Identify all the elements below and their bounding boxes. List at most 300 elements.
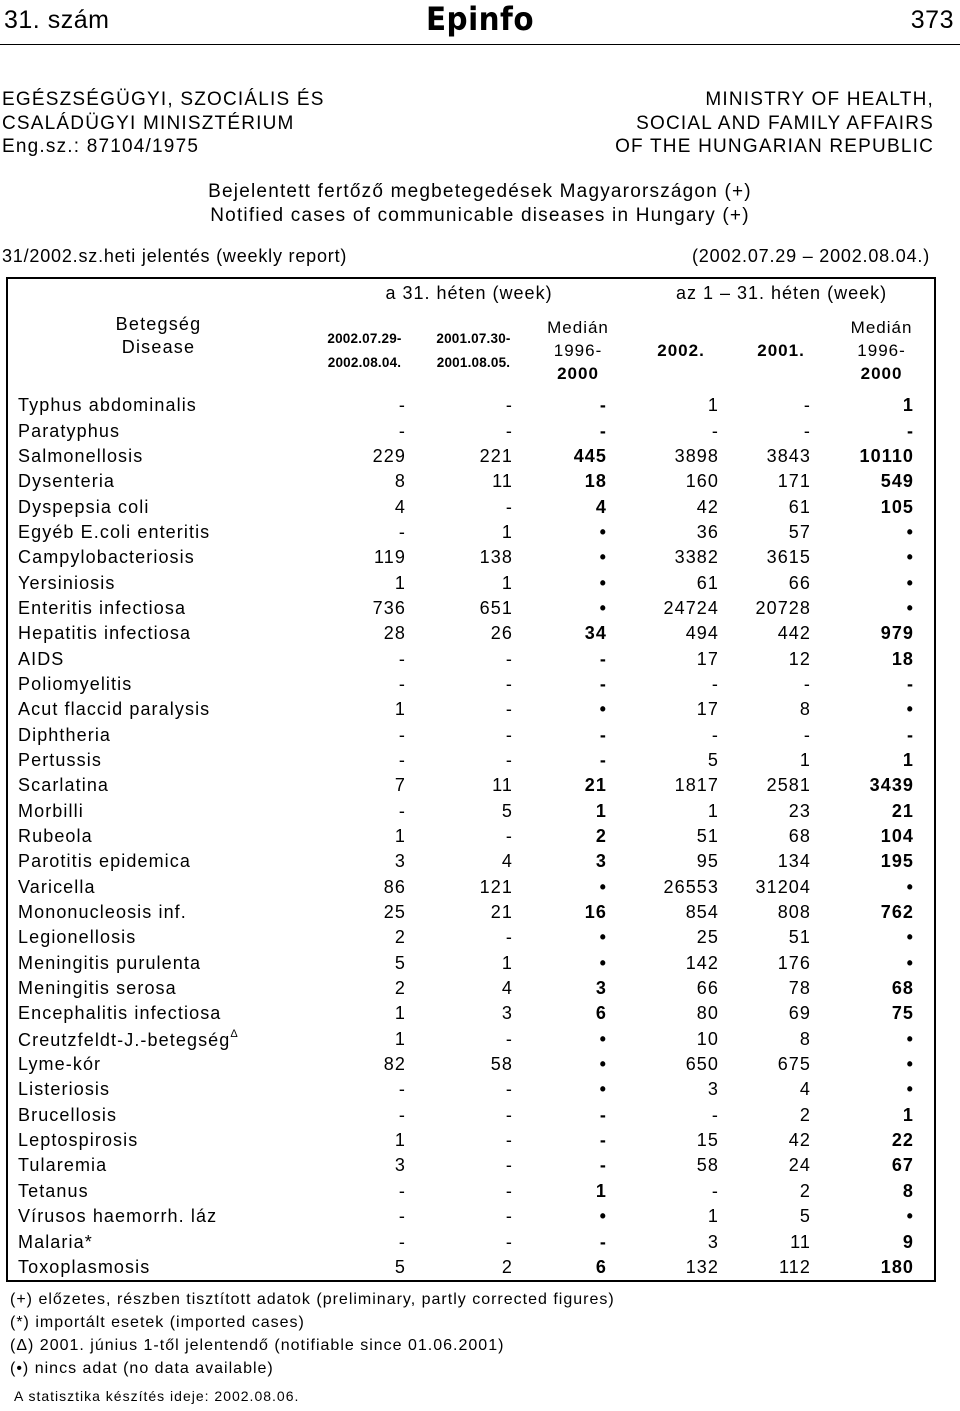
cell-cum-2002: - [711, 724, 720, 745]
disease-name-cell [7, 1103, 309, 1128]
disease-name-cell [7, 799, 309, 824]
disease-name-cell [7, 748, 309, 773]
disease-name: Dyspepsia coli [18, 496, 150, 517]
disease-name: Hepatitis infectiosa [18, 623, 192, 644]
disease-name: Scarlatina [18, 775, 110, 796]
disease-name: Encephalitis infectiosa [18, 1003, 222, 1024]
cell-cum-2002: 66 [696, 978, 720, 999]
cell-cum-median: • [906, 572, 915, 593]
cell-cum-2002: 160 [685, 471, 720, 492]
cell-week-2001: 5 [501, 800, 513, 821]
cell-cum-median: - [906, 673, 915, 694]
cell-cum-2001: 2581 [766, 775, 812, 796]
disease-name-cell [7, 849, 309, 874]
cell-week-2002: 1 [394, 1003, 406, 1024]
disease-name-cell [7, 951, 309, 976]
disease-rows [7, 393, 935, 1281]
footnote-preliminary [10, 1288, 615, 1311]
footnote-mark: (*) [10, 1314, 30, 1331]
disease-name-cell [7, 1179, 309, 1204]
cell-week-2002: 1 [394, 699, 406, 720]
cell-cum-median: 104 [880, 826, 915, 847]
cell-week-median: • [599, 699, 608, 720]
disease-name-cell [7, 418, 309, 443]
cell-week-2001: 1 [501, 572, 513, 593]
disease-name-cell [7, 900, 309, 925]
cell-cum-2001: 12 [788, 648, 812, 669]
cell-week-2001: 4 [501, 978, 513, 999]
cell-week-2002: 736 [372, 597, 406, 618]
cell-week-median: 18 [584, 471, 608, 492]
cell-cum-2002: 3898 [674, 445, 720, 466]
cell-cum-2002: - [711, 1180, 720, 1201]
cell-week-2002: 82 [383, 1054, 406, 1075]
cell-week-median: 34 [584, 623, 608, 644]
cell-week-median: • [599, 876, 608, 897]
col-current-week-start: 2002.07.29- [327, 330, 402, 346]
cell-cum-2001: 11 [790, 1231, 812, 1252]
disease-name-cell [7, 393, 309, 418]
cell-cum-2002: 15 [696, 1130, 720, 1151]
disease-name: Meningitis purulenta [18, 952, 202, 973]
disease-head-hu: Betegség [115, 314, 202, 334]
cell-week-2002: 3 [394, 851, 406, 872]
cell-week-median: - [599, 724, 608, 745]
median-years-end: 2000 [860, 364, 903, 383]
cell-cum-median: • [906, 547, 915, 568]
table-row [7, 900, 935, 925]
title-hu: Bejelentett fertőző megbetegedések Magyarországon (+) [208, 181, 752, 202]
cell-week-2001: - [505, 724, 513, 745]
disease-name-cell [7, 469, 309, 494]
cell-week-median: - [599, 420, 608, 441]
disease-name: AIDS [18, 648, 65, 669]
cell-week-median: 16 [584, 902, 608, 923]
table-row [7, 1179, 935, 1204]
cell-week-2002: - [398, 648, 406, 669]
cell-cum-2002: 1817 [674, 775, 720, 796]
cell-cum-2002: 17 [696, 648, 720, 669]
ministry-hu-line: EGÉSZSÉGÜGYI, SZOCIÁLIS ÉS [2, 89, 325, 110]
cell-week-2001: - [505, 496, 513, 517]
cell-week-2001: - [505, 1079, 513, 1100]
cell-week-median: - [599, 1155, 608, 1176]
cell-cum-2002: 42 [696, 496, 720, 517]
cell-cum-2002: - [711, 420, 720, 441]
cell-cum-2001: 3615 [766, 547, 812, 568]
cell-week-median: 21 [584, 775, 608, 796]
cell-week-2002: 1 [394, 826, 406, 847]
cell-week-median: 3 [595, 851, 608, 872]
cell-week-median: • [599, 1028, 608, 1049]
disease-name: Meningitis serosa [18, 978, 177, 999]
disease-name: Lyme-kór [18, 1054, 102, 1075]
cell-week-2001: 11 [492, 471, 513, 492]
cell-week-2002: 4 [394, 496, 406, 517]
table-row [7, 1001, 935, 1026]
disease-name: Typhus abdominalis [18, 395, 197, 416]
cell-week-2001: 2 [501, 1256, 513, 1277]
table-row [7, 1077, 935, 1102]
cell-week-2001: 26 [490, 623, 513, 644]
table-row [7, 697, 935, 722]
cell-cum-2002: 1 [707, 395, 720, 416]
cell-cum-median: 75 [891, 1003, 915, 1024]
cell-cum-2001: 808 [777, 902, 812, 923]
cell-cum-2002: 3382 [674, 547, 720, 568]
col-cum-median [829, 308, 935, 393]
cell-cum-median: 762 [880, 902, 915, 923]
cell-week-2001: 58 [490, 1054, 513, 1075]
cell-week-median: - [599, 1104, 608, 1125]
cell-cum-2001: 20728 [755, 597, 812, 618]
cell-cum-median: 1 [902, 749, 915, 770]
cell-week-2001: - [505, 826, 513, 847]
table-row [7, 1103, 935, 1128]
table-row [7, 1052, 935, 1077]
cell-week-2002: 86 [383, 876, 406, 897]
disease-name: Dysenteria [18, 471, 116, 492]
disease-name: Tetanus [18, 1180, 89, 1201]
table-row [7, 773, 935, 798]
disease-name-cell [7, 1052, 309, 1077]
cell-week-2001: 138 [479, 547, 513, 568]
cell-week-2001: - [505, 1180, 513, 1201]
cell-cum-2001: 5 [799, 1206, 812, 1227]
ministry-en-line: SOCIAL AND FAMILY AFFAIRS [636, 112, 934, 134]
cell-week-2002: 8 [394, 471, 406, 492]
disease-name: Creutzfeldt-J.-betegség [18, 1029, 231, 1050]
cell-week-median: • [599, 572, 608, 593]
disease-name-cell [7, 875, 309, 900]
cell-week-median: • [599, 547, 608, 568]
col-week-median [527, 308, 629, 393]
disease-name: Paratyphus [18, 420, 121, 441]
cell-week-2001: 21 [490, 902, 513, 923]
disease-name: Tularemia [18, 1155, 108, 1176]
cell-week-median: 1 [595, 800, 608, 821]
cell-cum-2001: 31204 [755, 876, 812, 897]
cell-week-median: - [599, 395, 608, 416]
disease-name: Mononucleosis inf. [18, 902, 187, 923]
cell-cum-median: 9 [902, 1231, 915, 1252]
disease-name: Campylobacteriosis [18, 547, 195, 568]
ministry-hu [2, 88, 325, 159]
cell-cum-2002: 1 [707, 1206, 720, 1227]
cell-cum-median: • [906, 876, 915, 897]
cell-cum-median: • [906, 1206, 915, 1227]
cell-cum-median: 195 [880, 851, 915, 872]
table-row [7, 418, 935, 443]
cell-week-2001: 4 [501, 851, 513, 872]
cell-cum-2002: - [711, 1104, 720, 1125]
cell-cum-2001: 51 [788, 927, 812, 948]
cell-week-2001: - [505, 927, 513, 948]
cell-week-median: • [599, 1054, 608, 1075]
table-row [7, 444, 935, 469]
footnotes [10, 1288, 615, 1380]
cell-cum-2002: 854 [685, 902, 720, 923]
footnote-mark: (•) [10, 1360, 30, 1377]
footnote-mark: (+) [10, 1291, 33, 1308]
median-years-end: 2000 [557, 364, 599, 383]
cell-cum-median: - [906, 724, 915, 745]
disease-name-cell [7, 1204, 309, 1229]
footnote-text: importált esetek (imported cases) [35, 1314, 305, 1331]
cell-week-2001: - [505, 1206, 513, 1227]
cell-week-2001: 121 [479, 876, 513, 897]
cell-cum-median: • [906, 1054, 915, 1075]
cell-week-2002: 5 [394, 1256, 406, 1277]
table-row [7, 1153, 935, 1178]
cell-cum-2002: 36 [696, 521, 720, 542]
cell-week-2001: - [505, 648, 513, 669]
table-row [7, 799, 935, 824]
cell-week-2001: - [505, 749, 513, 770]
disease-name: Vírusos haemorrh. láz [18, 1206, 218, 1227]
disease-name-cell [7, 773, 309, 798]
cell-week-median: 3 [595, 978, 608, 999]
cell-cum-2001: 171 [777, 471, 812, 492]
cell-week-2002: 1 [394, 572, 406, 593]
cell-cum-2001: 66 [788, 572, 812, 593]
disease-name-cell [7, 596, 309, 621]
disease-name: Brucellosis [18, 1104, 118, 1125]
cell-week-2002: 119 [374, 547, 406, 568]
table-row [7, 951, 935, 976]
disease-name: Varicella [18, 876, 96, 897]
cell-cum-2002: 142 [685, 952, 720, 973]
cell-cum-2001: 675 [777, 1054, 812, 1075]
table-row [7, 976, 935, 1001]
cell-week-2002: - [398, 1180, 406, 1201]
issue-number: 31. szám [4, 6, 110, 34]
col-previous-week-start: 2001.07.30- [436, 330, 511, 346]
disease-name: Leptospirosis [18, 1130, 139, 1151]
footnote-text: nincs adat (no data available) [34, 1360, 274, 1377]
cell-cum-2001: - [803, 395, 812, 416]
cell-cum-median: • [906, 521, 915, 542]
table-row [7, 520, 935, 545]
cell-week-2002: 28 [383, 623, 406, 644]
cell-cum-median: 10110 [859, 445, 915, 466]
cell-week-median: 6 [595, 1003, 608, 1024]
cell-week-2002: - [398, 420, 406, 441]
cell-week-2001: - [505, 1028, 513, 1049]
table-row [7, 494, 935, 519]
table-row [7, 1229, 935, 1254]
header-rule [0, 44, 960, 45]
cell-week-2002: - [398, 1206, 406, 1227]
cell-week-median: • [599, 521, 608, 542]
disease-name-cell [7, 722, 309, 747]
cell-week-median: 6 [595, 1256, 608, 1277]
table-row [7, 849, 935, 874]
median-years-start: 1996- [857, 341, 906, 360]
table-row [7, 570, 935, 595]
footnote-text: előzetes, részben tisztított adatok (preliminary, partly corrected figures) [38, 1291, 615, 1308]
cell-cum-median: 549 [880, 471, 915, 492]
cell-cum-2001: - [803, 420, 812, 441]
cell-week-2001: - [505, 673, 513, 694]
disease-name-cell [7, 494, 309, 519]
table-row [7, 596, 935, 621]
table-row [7, 875, 935, 900]
cell-week-2002: - [398, 1104, 406, 1125]
cell-cum-2001: - [803, 724, 812, 745]
disease-name-cell [7, 824, 309, 849]
cell-week-2002: 229 [372, 445, 406, 466]
cell-week-2002: 3 [394, 1155, 406, 1176]
cell-cum-2002: 17 [696, 699, 720, 720]
cell-cum-median: 979 [880, 623, 915, 644]
report-period: (2002.07.29 – 2002.08.04.) [692, 246, 930, 266]
disease-name: Legionellosis [18, 927, 137, 948]
report-title [0, 180, 960, 227]
cell-cum-2001: 176 [777, 952, 812, 973]
cell-cum-2002: 494 [685, 623, 720, 644]
cell-week-2002: 5 [394, 952, 406, 973]
cell-week-median: 2 [595, 826, 608, 847]
median-years-start: 1996- [553, 341, 603, 360]
footnote-imported [10, 1311, 615, 1334]
cell-week-median: 4 [595, 496, 608, 517]
cell-week-median: - [599, 1130, 608, 1151]
cell-cum-2001: 112 [779, 1256, 812, 1277]
cell-cum-2001: 23 [788, 800, 812, 821]
disease-name: Listeriosis [18, 1079, 111, 1100]
cell-week-2001: - [505, 395, 513, 416]
cell-week-2001: - [505, 1155, 513, 1176]
cell-cum-2002: 10 [696, 1028, 720, 1049]
disease-name-cell [7, 621, 309, 646]
col-current-week-end: 2002.08.04. [327, 354, 402, 370]
cell-cum-2001: 4 [799, 1079, 812, 1100]
week-group-header: a 31. héten (week) [385, 283, 553, 303]
table-row [7, 621, 935, 646]
ministry-en-line: OF THE HUNGARIAN REPUBLIC [615, 136, 934, 157]
cell-cum-median: • [906, 927, 915, 948]
weekly-report-label: 31/2002.sz.heti jelentés (weekly report) [2, 246, 348, 266]
disease-name-cell [7, 1001, 309, 1026]
cell-cum-median: 68 [891, 978, 915, 999]
disease-column-header [7, 278, 309, 393]
cell-week-2001: - [505, 1104, 513, 1125]
col-cum-2002: 2002. [657, 340, 705, 360]
disease-name: Pertussis [18, 749, 102, 770]
cell-week-median: • [599, 597, 608, 618]
cell-cum-2001: 3843 [766, 445, 812, 466]
cell-cum-median: • [906, 597, 915, 618]
cell-week-2001: 1 [501, 521, 513, 542]
disease-name-cell [7, 444, 309, 469]
cell-cum-2001: - [803, 673, 812, 694]
cell-week-2002: 2 [394, 927, 406, 948]
disease-name-cell [7, 1153, 309, 1178]
page-number: 373 [910, 6, 954, 34]
cell-cum-median: • [906, 699, 915, 720]
disease-name-cell [7, 697, 309, 722]
cell-cum-2002: 3 [707, 1079, 720, 1100]
cell-cum-median: 67 [891, 1155, 915, 1176]
table-row [7, 1204, 935, 1229]
cell-week-2002: - [398, 521, 406, 542]
disease-name-cell [7, 925, 309, 950]
table-row [7, 469, 935, 494]
cell-cum-median: 180 [880, 1256, 915, 1277]
disease-name-cell [7, 1077, 309, 1102]
disease-table [6, 277, 936, 1282]
cell-week-median: - [599, 648, 608, 669]
cell-cum-2002: 58 [696, 1155, 720, 1176]
cell-week-2001: 11 [492, 775, 513, 796]
disease-name: Salmonellosis [18, 445, 144, 466]
cell-cum-median: 18 [891, 648, 915, 669]
disease-name: Toxoplasmosis [18, 1256, 151, 1277]
cell-cum-median: 21 [891, 800, 915, 821]
cell-week-median: • [599, 1079, 608, 1100]
cell-cum-median: 1 [902, 1104, 915, 1125]
cell-cum-median: 22 [891, 1130, 915, 1151]
median-label: Medián [850, 318, 913, 337]
cell-cum-2002: 51 [696, 826, 720, 847]
registration-number: Eng.sz.: 87104/1975 [2, 136, 200, 157]
disease-name: Parotitis epidemica [18, 851, 191, 872]
disease-name-cell [7, 520, 309, 545]
cell-cum-median: • [906, 1079, 915, 1100]
cell-week-2002: - [398, 395, 406, 416]
cell-cum-2001: 69 [788, 1003, 812, 1024]
disease-name: Poliomyelitis [18, 673, 133, 694]
cell-week-2002: 2 [394, 978, 406, 999]
cell-cum-2002: 25 [696, 927, 720, 948]
cell-week-median: 445 [573, 445, 608, 466]
cell-cum-2001: 42 [788, 1130, 812, 1151]
cell-cum-2001: 8 [799, 699, 812, 720]
table-row [7, 393, 935, 418]
cell-week-2002: 1 [394, 1028, 406, 1049]
cell-cum-2001: 24 [788, 1155, 812, 1176]
table-row [7, 722, 935, 747]
table-row [7, 925, 935, 950]
disease-name-cell [7, 646, 309, 671]
cell-cum-median: 105 [880, 496, 915, 517]
table-row [7, 646, 935, 671]
cell-cum-2001: 78 [788, 978, 812, 999]
disease-name-cell [7, 1255, 309, 1281]
disease-name: Acut flaccid paralysis [18, 699, 211, 720]
cell-cum-2001: 68 [788, 826, 812, 847]
cell-week-2001: - [505, 1130, 513, 1151]
cell-week-2001: - [505, 699, 513, 720]
ministry-en-line: MINISTRY OF HEALTH, [705, 89, 934, 110]
disease-name: Morbilli [18, 800, 84, 821]
cell-cum-2002: 3 [707, 1231, 720, 1252]
disease-name: Malaria* [18, 1231, 93, 1252]
cell-week-2002: 1 [394, 1130, 406, 1151]
cell-cum-2001: 8 [799, 1028, 812, 1049]
cell-cum-median: 3439 [869, 775, 915, 796]
cell-cum-2001: 61 [788, 496, 812, 517]
cell-cum-median: • [906, 1028, 915, 1049]
delta-mark: Δ [230, 1027, 239, 1040]
footnote-text: 2001. június 1-től jelentendő (notifiable since 01.06.2001) [39, 1337, 505, 1354]
disease-name: Enteritis infectiosa [18, 597, 187, 618]
table-row [7, 1027, 935, 1052]
cell-week-2001: - [505, 1231, 513, 1252]
cumulative-group-header: az 1 – 31. héten (week) [675, 283, 888, 303]
cell-cum-2002: 132 [685, 1256, 720, 1277]
